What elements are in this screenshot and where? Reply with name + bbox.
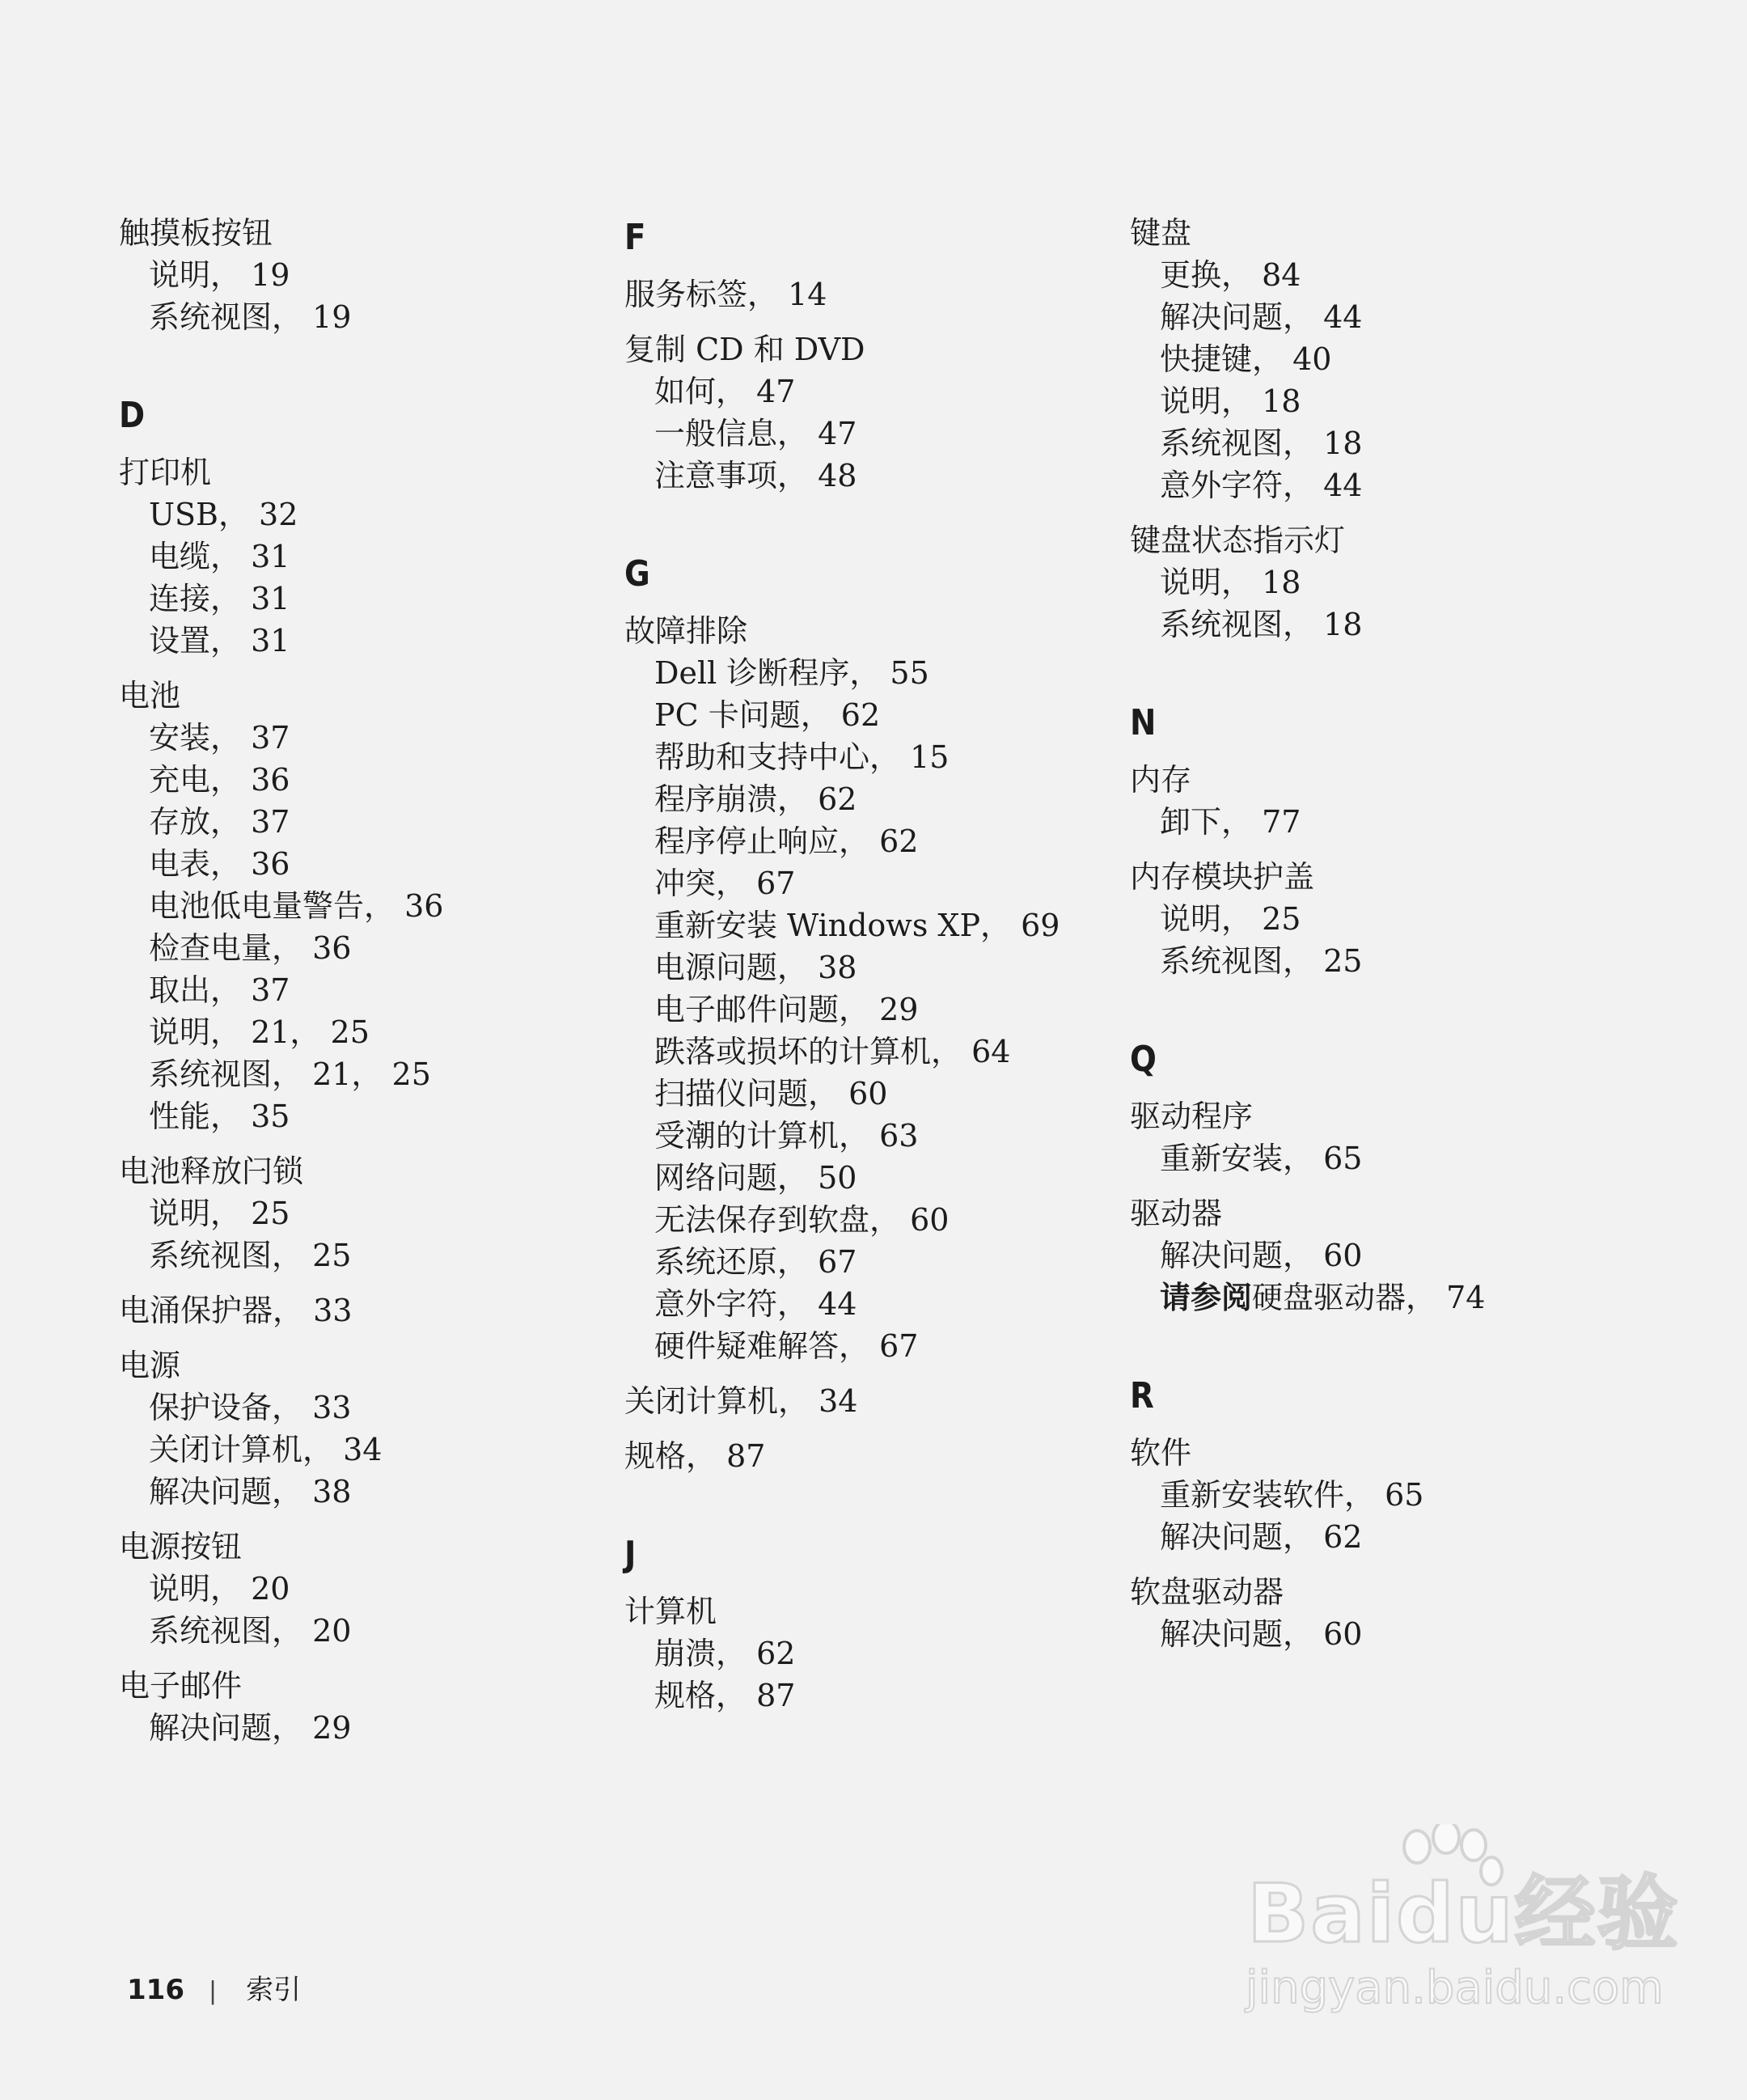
index-subterm-text: 说明， 18 — [1160, 383, 1301, 419]
index-subterm — [119, 843, 604, 885]
index-entry — [1130, 856, 1615, 982]
index-subterm — [1130, 254, 1615, 296]
index-entry — [624, 1380, 1110, 1422]
index-subterm-text: 关闭计算机， 34 — [149, 1432, 383, 1467]
index-column-2 — [624, 212, 1110, 1730]
index-subterm — [119, 927, 604, 969]
index-term: 电源 — [119, 1348, 181, 1383]
index-subterm-text: 电源问题， 38 — [654, 950, 857, 985]
index-subterm — [624, 694, 1110, 736]
index-subterm — [624, 652, 1110, 694]
index-subterm-text: 更换， 84 — [1160, 257, 1301, 293]
index-subterm — [1130, 422, 1615, 464]
index-subterm — [624, 862, 1110, 904]
index-subterm-text: 硬盘驱动器， 74 — [1252, 1280, 1486, 1315]
index-subterm-text: 崩溃， 62 — [654, 1636, 796, 1671]
index-subterm-text: 系统视图， 25 — [1160, 943, 1363, 979]
footer-separator: | — [208, 1977, 218, 2005]
index-term: 软盘驱动器 — [1130, 1574, 1284, 1610]
index-subterm — [1130, 1234, 1615, 1277]
index-subterm — [624, 904, 1110, 946]
index-subterm-text: 电缆， 31 — [149, 539, 290, 574]
index-subterm-text: 卸下， 77 — [1160, 804, 1301, 840]
index-subterm — [1130, 1516, 1615, 1558]
index-subterm — [624, 370, 1110, 413]
index-subterm-text: 解决问题， 62 — [1160, 1519, 1363, 1555]
index-entry — [119, 1665, 604, 1749]
index-subterm-text: 意外字符， 44 — [1160, 468, 1363, 503]
section-letter: G — [624, 553, 650, 595]
index-subterm — [119, 1095, 604, 1137]
index-subterm-text: 系统视图， 25 — [149, 1238, 352, 1273]
index-term: 内存 — [1130, 762, 1192, 798]
index-entry — [624, 610, 1110, 1367]
index-subterm-text: 重新安装软件， 65 — [1160, 1477, 1424, 1513]
index-subterm — [624, 455, 1110, 497]
watermark-url: jingyan.baidu.com — [1246, 1962, 1664, 2014]
index-subterm — [119, 536, 604, 578]
index-subterm-text: 跌落或损坏的计算机， 64 — [654, 1034, 1011, 1069]
index-subterm-text: 一般信息， 47 — [654, 416, 857, 451]
index-subterm — [624, 1199, 1110, 1241]
index-subterm-text: 充电， 36 — [149, 762, 290, 798]
index-subterm — [119, 969, 604, 1011]
section-letter: F — [624, 217, 646, 258]
index-subterm-text: 设置， 31 — [149, 623, 290, 658]
index-subterm-text: USB， 32 — [149, 497, 298, 532]
index-subterm — [624, 413, 1110, 455]
index-subterm-text: 检查电量， 36 — [149, 930, 352, 966]
index-subterm-text: 性能， 35 — [149, 1099, 290, 1134]
index-subterm — [1130, 1277, 1615, 1319]
index-subterm — [119, 1387, 604, 1429]
section-letter: Q — [1130, 1039, 1157, 1080]
index-subterm-text: 重新安装 Windows XP， 69 — [654, 908, 1060, 943]
index-subterm — [119, 620, 604, 662]
index-entry — [624, 273, 1110, 315]
index-entry — [119, 675, 604, 1137]
index-subterm-text: 电子邮件问题， 29 — [654, 992, 919, 1027]
index-entry — [119, 1344, 604, 1513]
index-subterm-text: 如何， 47 — [654, 374, 796, 409]
index-term: 电涌保护器， 33 — [119, 1293, 353, 1328]
index-term: 复制 CD 和 DVD — [624, 332, 865, 367]
index-subterm-text: 电池低电量警告， 36 — [149, 888, 444, 924]
index-subterm-text: 系统视图， 20 — [149, 1613, 352, 1649]
index-subterm — [119, 1471, 604, 1513]
index-subterm — [119, 801, 604, 843]
index-entry — [119, 1150, 604, 1277]
index-subterm — [624, 989, 1110, 1031]
index-term: 内存模块护盖 — [1130, 859, 1315, 895]
index-subterm — [119, 1568, 604, 1610]
index-term: 电源按钮 — [119, 1529, 243, 1564]
index-subterm-text: 存放， 37 — [149, 804, 290, 840]
index-subterm — [624, 1031, 1110, 1073]
index-subterm — [119, 1610, 604, 1652]
index-subterm — [1130, 1613, 1615, 1655]
index-subterm — [119, 578, 604, 620]
index-subterm-text: 电表， 36 — [149, 846, 290, 882]
index-subterm — [1130, 898, 1615, 940]
index-subterm — [1130, 1474, 1615, 1516]
index-term: 计算机 — [624, 1594, 717, 1629]
index-entry — [1130, 519, 1615, 646]
index-entry — [119, 1289, 604, 1332]
index-subterm-text: 系统视图， 18 — [1160, 426, 1363, 461]
index-subterm-text: Dell 诊断程序， 55 — [654, 655, 929, 691]
index-entry — [1130, 1432, 1615, 1558]
index-subterm — [1130, 296, 1615, 338]
index-subterm-text: 无法保存到软盘， 60 — [654, 1202, 950, 1238]
index-subterm — [624, 820, 1110, 862]
index-subterm-text: 网络问题， 50 — [654, 1160, 857, 1196]
index-subterm — [119, 1011, 604, 1053]
index-subterm — [119, 1429, 604, 1471]
index-subterm — [119, 1707, 604, 1749]
index-subterm-text: 系统还原， 67 — [654, 1244, 857, 1280]
section-letter: R — [1130, 1375, 1154, 1416]
section-letter: N — [1130, 702, 1157, 743]
index-subterm-text: 快捷键， 40 — [1160, 341, 1332, 377]
index-subterm — [119, 254, 604, 296]
index-subterm-text: 解决问题， 60 — [1160, 1238, 1363, 1273]
index-term: 服务标签， 14 — [624, 277, 827, 312]
index-entry — [1130, 1095, 1615, 1179]
watermark-brand: Baidu经验 — [1247, 1866, 1680, 1961]
index-subterm — [119, 717, 604, 759]
index-term: 触摸板按钮 — [119, 215, 273, 251]
index-subterm — [1130, 338, 1615, 380]
index-subterm — [1130, 464, 1615, 506]
index-subterm — [624, 736, 1110, 778]
index-term: 电池 — [119, 678, 181, 713]
index-subterm-text: 说明， 19 — [149, 257, 290, 293]
index-subterm-text: 解决问题， 60 — [1160, 1616, 1363, 1652]
index-subterm-text: 说明， 25 — [149, 1196, 290, 1231]
index-subterm-text: PC 卡问题， 62 — [654, 697, 881, 733]
index-subterm — [1130, 561, 1615, 603]
index-subterm-text: 说明， 20 — [149, 1571, 290, 1607]
index-subterm — [119, 296, 604, 338]
index-subterm — [624, 778, 1110, 820]
index-subterm-text: 扫描仪问题， 60 — [654, 1076, 888, 1111]
index-term: 故障排除 — [624, 613, 748, 649]
index-subterm — [624, 1115, 1110, 1157]
index-entry — [1130, 759, 1615, 843]
index-subterm-text: 意外字符， 44 — [654, 1286, 857, 1322]
index-subterm-text: 注意事项， 48 — [654, 458, 857, 493]
index-subterm — [1130, 801, 1615, 843]
index-entry — [1130, 212, 1615, 506]
index-term: 电池释放闩锁 — [119, 1154, 304, 1189]
index-subterm-text: 说明， 25 — [1160, 901, 1301, 937]
index-subterm-text: 解决问题， 44 — [1160, 299, 1363, 335]
index-subterm-text: 取出， 37 — [149, 972, 290, 1008]
index-subterm-text: 解决问题， 38 — [149, 1474, 352, 1509]
index-subterm — [1130, 380, 1615, 422]
section-letter: D — [119, 395, 146, 436]
index-subterm-text: 程序崩溃， 62 — [654, 781, 857, 817]
index-subterm-text: 系统视图， 19 — [149, 299, 352, 335]
index-entry — [119, 451, 604, 662]
index-subterm — [119, 885, 604, 927]
index-subterm-text: 连接， 31 — [149, 581, 290, 616]
see-also-label: 请参阅 — [1160, 1279, 1253, 1315]
index-entry — [624, 328, 1110, 497]
index-column-3 — [1130, 212, 1615, 1668]
index-subterm-text: 说明， 18 — [1160, 565, 1301, 600]
index-subterm — [624, 1241, 1110, 1283]
index-subterm — [119, 493, 604, 536]
index-entry — [1130, 1192, 1615, 1319]
index-subterm — [624, 1283, 1110, 1325]
index-subterm — [624, 1325, 1110, 1367]
index-entry — [624, 1435, 1110, 1477]
index-term: 软件 — [1130, 1435, 1192, 1471]
index-term: 键盘状态指示灯 — [1130, 523, 1346, 558]
index-subterm — [119, 1053, 604, 1095]
index-subterm — [624, 1157, 1110, 1199]
index-subterm-text: 冲突， 67 — [654, 866, 796, 901]
index-subterm — [119, 1192, 604, 1234]
index-subterm — [624, 1632, 1110, 1674]
index-subterm-text: 规格， 87 — [654, 1678, 796, 1713]
baidu-jingyan-watermark — [1229, 1824, 1680, 2026]
index-subterm-text: 重新安装， 65 — [1160, 1141, 1363, 1176]
index-term: 打印机 — [119, 455, 212, 490]
index-subterm-text: 帮助和支持中心， 15 — [654, 739, 950, 775]
index-subterm — [1130, 1137, 1615, 1179]
index-term: 关闭计算机， 34 — [624, 1383, 858, 1419]
index-subterm-text: 受潮的计算机， 63 — [654, 1118, 919, 1154]
index-subterm — [624, 1073, 1110, 1115]
section-letter: J — [624, 1534, 637, 1575]
section-name: 索引 — [246, 1974, 302, 2006]
index-subterm-text: 系统视图， 21， 25 — [149, 1056, 431, 1092]
index-subterm — [119, 1234, 604, 1277]
index-column-1 — [119, 212, 604, 1762]
index-term: 规格， 87 — [624, 1438, 766, 1474]
index-subterm — [624, 946, 1110, 989]
index-subterm-text: 保护设备， 33 — [149, 1390, 352, 1425]
page-number: 116 — [127, 1974, 184, 2006]
index-subterm-text: 程序停止响应， 62 — [654, 823, 919, 859]
index-term: 键盘 — [1130, 215, 1192, 251]
index-subterm — [119, 759, 604, 801]
index-entry — [1130, 1571, 1615, 1655]
index-subterm-text: 安装， 37 — [149, 720, 290, 756]
index-entry — [624, 1590, 1110, 1717]
index-subterm-text: 解决问题， 29 — [149, 1710, 352, 1746]
index-term: 驱动程序 — [1130, 1099, 1254, 1134]
index-subterm — [1130, 603, 1615, 646]
index-subterm-text: 说明， 21， 25 — [149, 1014, 370, 1050]
index-subterm — [1130, 940, 1615, 982]
index-entry — [119, 212, 604, 338]
index-term: 电子邮件 — [119, 1668, 243, 1704]
index-term: 驱动器 — [1130, 1196, 1223, 1231]
index-subterm-text: 硬件疑难解答， 67 — [654, 1328, 919, 1364]
index-subterm — [624, 1674, 1110, 1717]
index-subterm-text: 系统视图， 18 — [1160, 607, 1363, 642]
page-footer — [127, 1966, 301, 2016]
index-entry — [119, 1526, 604, 1652]
